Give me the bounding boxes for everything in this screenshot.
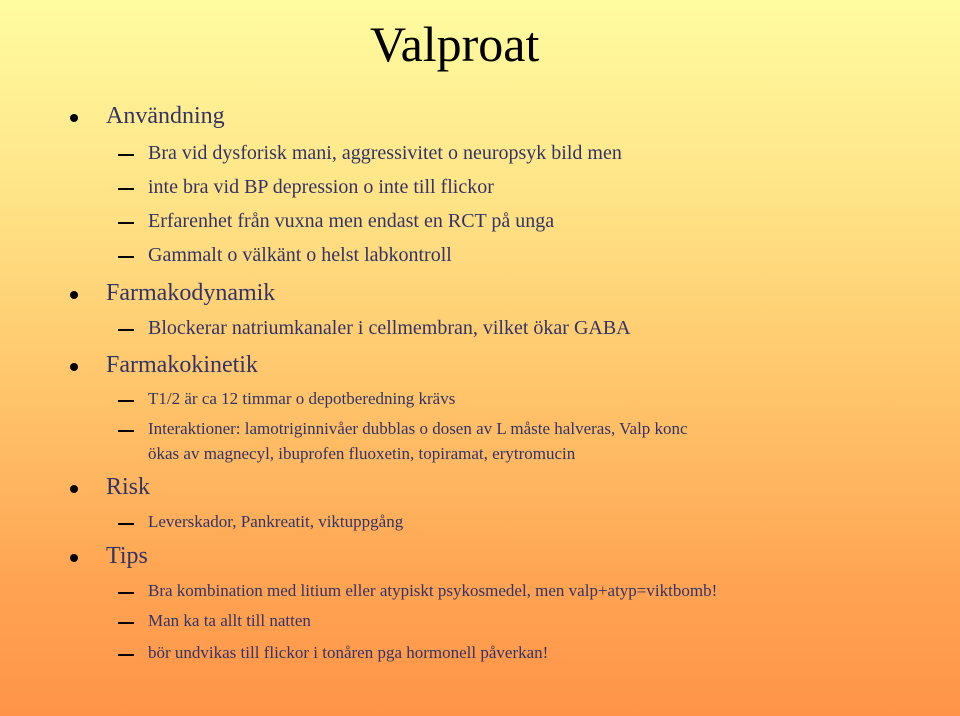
list-item: Gammalt o välkänt o helst labkontroll [148,244,452,266]
dash-icon [118,256,134,258]
bullet-icon [70,291,78,299]
dash-icon [118,329,134,331]
list-item: Erfarenhet från vuxna men endast en RCT på unga [148,210,555,232]
list-item: Man ka ta allt till natten [148,611,311,630]
bullet-icon [70,485,78,493]
bullet-icon [70,363,78,371]
dash-icon [118,654,134,656]
list-item: T1/2 är ca 12 timmar o depotberedning krävs [148,389,456,408]
bullet-icon [70,114,78,122]
dash-icon [118,430,134,432]
dash-icon [118,222,134,224]
slide-title: Valproat [370,16,540,72]
heading-anvandning: Användning [106,103,225,129]
dash-icon [118,188,134,190]
dash-icon [118,592,134,594]
dash-icon [118,523,134,525]
bullet-icon [70,554,78,562]
dash-icon [118,400,134,402]
list-item: Leverskador, Pankreatit, viktuppgång [148,512,404,531]
list-item-continuation: ökas av magnecyl, ibuprofen fluoxetin, topiramat, erytromucin [148,444,576,463]
list-item: Bra vid dysforisk mani, aggressivitet o neuropsyk bild men [148,142,622,164]
heading-tips: Tips [106,543,148,569]
dash-icon [118,622,134,624]
list-item: inte bra vid BP depression o inte till flickor [148,176,494,198]
list-item: bör undvikas till flickor i tonåren pga hormonell påverkan! [148,643,549,662]
dash-icon [118,154,134,156]
list-item: Interaktioner: lamotriginnivåer dubblas o dosen av L måste halveras, Valp konc [148,419,688,438]
heading-farmakodynamik: Farmakodynamik [106,280,276,306]
heading-farmakokinetik: Farmakokinetik [106,352,258,378]
list-item: Bra kombination med litium eller atypiskt psykosmedel, men valp+atyp=viktbomb! [148,581,718,600]
heading-risk: Risk [106,474,151,500]
list-item: Blockerar natriumkanaler i cellmembran, vilket ökar GABA [148,317,631,339]
